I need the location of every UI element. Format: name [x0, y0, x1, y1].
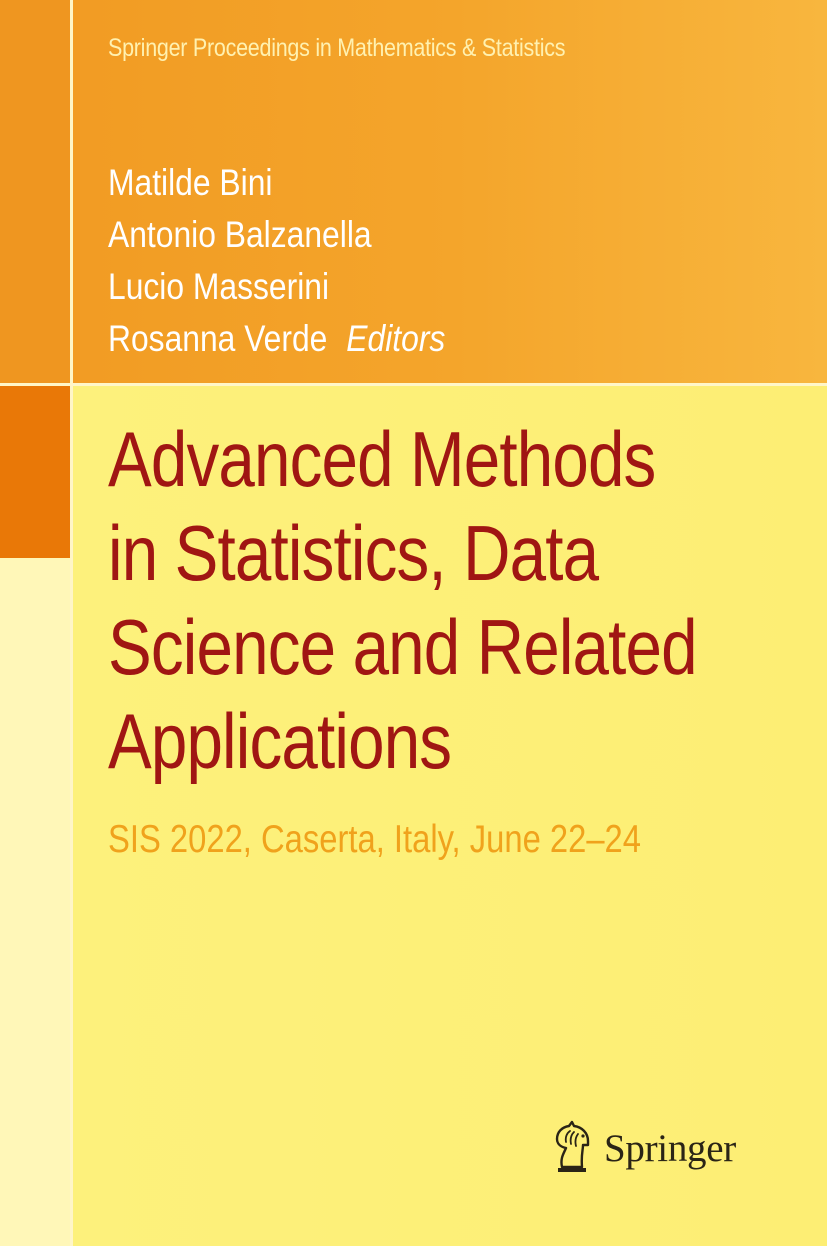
editor-name: [108, 157, 445, 209]
vertical-rule: [70, 0, 73, 1246]
accent-block: [0, 386, 70, 558]
book-title: [108, 412, 713, 788]
book-subtitle: SIS 2022, Caserta, Italy, June 22–24: [108, 818, 641, 861]
editor-name: [108, 209, 445, 261]
editors-list: [108, 157, 500, 365]
left-pale-strip: [0, 558, 70, 1246]
series-title: Springer Proceedings in Mathematics & Statistics: [108, 34, 566, 62]
title-line: Advanced Methods: [108, 415, 656, 503]
editor-name-text: Antonio Balzanella: [108, 214, 372, 255]
editors-label: Editors: [346, 318, 446, 359]
editor-name: [108, 261, 445, 313]
title-line: Applications: [108, 697, 452, 785]
publisher-logo: [548, 1118, 736, 1178]
title-line: in Statistics, Data: [108, 509, 599, 597]
editor-name-text: Rosanna Verde: [108, 318, 328, 359]
editor-name-text: Lucio Masserini: [108, 266, 330, 307]
editor-name: [108, 313, 445, 365]
editor-name-text: Matilde Bini: [108, 162, 273, 203]
springer-horse-icon: [548, 1120, 596, 1176]
top-left-strip: [0, 0, 70, 383]
horizontal-rule: [0, 383, 827, 386]
title-line: Science and Related: [108, 603, 697, 691]
publisher-name: Springer: [604, 1126, 736, 1170]
